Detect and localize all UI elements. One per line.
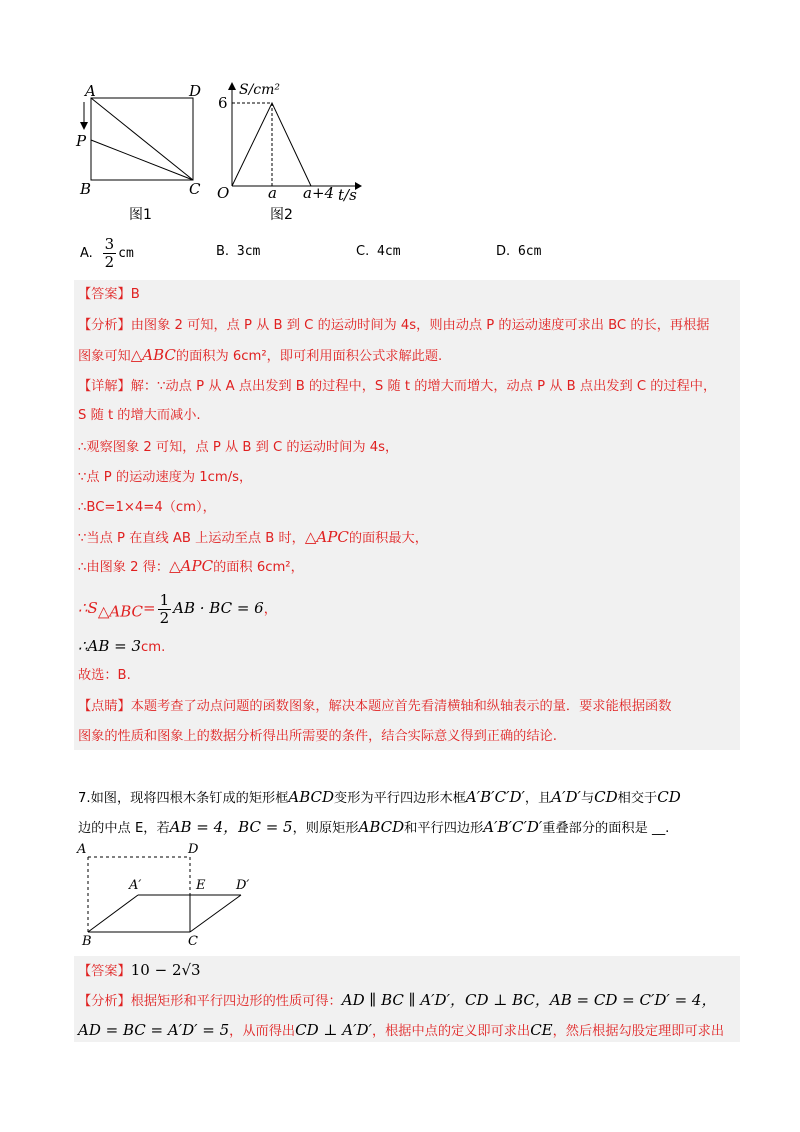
- q7-answer-value: 10 − 2√3: [130, 961, 201, 979]
- detail-line-6: [78, 527, 428, 547]
- option-a: [80, 236, 134, 271]
- q7-ad-prime: A′D′: [551, 788, 581, 806]
- question-7-line-1: [78, 786, 681, 808]
- q7-abcd-2: ABCD: [358, 818, 405, 836]
- question-7-line-2: [78, 816, 669, 838]
- q7-text-1g: 与: [580, 791, 595, 806]
- label-d: D: [189, 82, 202, 100]
- q7-answer-line: [78, 960, 201, 980]
- detail-tag: 【详解】: [78, 379, 131, 394]
- q7-label-d: D: [188, 842, 199, 857]
- comment-text-2: 图象的性质和图象上的数据分析得出所需要的条件，结合实际意义得到正确的结论.: [78, 729, 557, 744]
- label-c: C: [189, 180, 201, 198]
- option-d-letter: D.: [496, 244, 511, 259]
- x-axis-label: t/s: [338, 186, 357, 204]
- q7-text-2e: 和平行四边形: [404, 821, 484, 836]
- figure-2: [215, 80, 365, 225]
- option-b: [216, 244, 260, 259]
- q7-analysis-1a: 根据矩形和平行四边形的性质可得：: [130, 994, 342, 1009]
- analysis-text-2a: 图象可知: [78, 349, 131, 364]
- detail-line-7: [78, 556, 304, 576]
- comment-text-1: 本题考查了动点问题的函数图象，解决本题应首先看清横轴和纵轴表示的量．要求能根据函数: [130, 699, 672, 714]
- q7-text-2g: 重叠部分的面积是: [542, 821, 648, 836]
- comment-tag: 【点睛】: [78, 699, 131, 714]
- analysis-text-2c: 的面积为 6cm²，即可利用面积公式求解此题.: [175, 349, 443, 364]
- q7-label-b: B: [82, 934, 92, 949]
- label-p: P: [76, 132, 87, 150]
- q7-answer-tag: 【答案】: [78, 964, 131, 979]
- q7-analysis-line-1: [78, 990, 716, 1010]
- y-tick-6: 6: [218, 94, 228, 112]
- x-tick-a-plus-4: a+4: [303, 184, 335, 202]
- triangle-apc-2: △APC: [169, 557, 214, 575]
- option-a-unit: cm: [118, 246, 134, 261]
- q7-analysis-1b: AD ∥ BC ∥ A′D′，CD ⊥ BC，AB = CD = C′D′ = 4，: [341, 991, 717, 1009]
- q7-analysis-2f: ，然后根据勾股定理即可求出: [552, 1024, 725, 1039]
- option-a-denominator: 2: [104, 253, 115, 271]
- detail-line-4: [78, 468, 252, 488]
- q7-label-d-prime: D′: [236, 878, 250, 893]
- option-c: [356, 244, 401, 259]
- detail-line-10: [78, 666, 131, 686]
- triangle-apc-1: △APC: [304, 528, 349, 546]
- detail-text-5: ∴BC=1×4=4（cm），: [78, 500, 216, 515]
- detail-line-9: [78, 636, 165, 656]
- option-b-letter: B.: [216, 244, 230, 259]
- q7-parallelogram-2: A′B′C′D′: [483, 818, 543, 836]
- detail-8-numerator: 1: [159, 590, 170, 609]
- detail-text-7a: ∴由图象 2 得：: [78, 560, 170, 575]
- option-c-letter: C.: [356, 244, 370, 259]
- analysis-text-1: 由图象 2 可知，点 P 从 B 到 C 的运动时间为 4s，则由动点 P 的运动速度可求出 BC 的长，再根据: [130, 318, 710, 333]
- detail-text-10: 故选：B.: [78, 668, 131, 683]
- option-c-text: 4cm: [377, 244, 401, 259]
- detail-line-8: [78, 590, 277, 626]
- label-b: B: [80, 180, 92, 198]
- detail-8-s: ∴S: [78, 599, 98, 617]
- y-axis-label: S/cm²: [239, 82, 281, 98]
- figure-q7: [75, 842, 275, 952]
- option-a-letter: A.: [80, 246, 93, 261]
- q7-blank: __.: [651, 821, 670, 836]
- detail-8-denominator: 2: [159, 608, 170, 627]
- answer-value: B: [130, 287, 140, 302]
- detail-8-comma: ，: [263, 602, 277, 617]
- detail-text-4: ∵点 P 的运动速度为 1cm/s，: [78, 470, 253, 485]
- q7-abcd-1: ABCD: [288, 788, 335, 806]
- detail-text-7c: 的面积 6cm²，: [213, 560, 304, 575]
- label-a: A: [85, 82, 96, 100]
- detail-text-6a: ∵当点 P 在直线 AB 上运动至点 B 时，: [78, 531, 305, 546]
- q7-text-1c: 变形为平行四边形木框: [334, 791, 466, 806]
- detail-line-3: [78, 438, 398, 458]
- q7-analysis-2e: CE: [530, 1021, 553, 1039]
- answer-tag: 【答案】: [78, 287, 131, 302]
- analysis-tag: 【分析】: [78, 318, 131, 333]
- detail-9-eq: ∴AB = 3: [78, 637, 142, 655]
- q7-label-a: A: [77, 842, 87, 857]
- q7-label-e: E: [196, 878, 206, 893]
- detail-text-3: ∴观察图象 2 可知，点 P 从 B 到 C 的运动时间为 4s，: [78, 440, 399, 455]
- q7-text-1a: 7.如图，现将四根木条钉成的矩形框: [78, 791, 289, 806]
- q7-cd-2: CD: [657, 788, 681, 806]
- q7-label-a-prime: A′: [129, 878, 142, 893]
- q7-analysis-2b: ，从而得出: [229, 1024, 296, 1039]
- q7-text-2c: ，则原矩形: [292, 821, 359, 836]
- detail-text-1: 解：∵动点 P 从 A 点出发到 B 的过程中，S 随 t 的增大而增大，动点 P 从 B 点出发到 C 的过程中，: [130, 379, 717, 394]
- q7-analysis-2c: CD ⊥ A′D′: [295, 1021, 372, 1039]
- comment-line-2: [78, 727, 557, 747]
- q7-label-c: C: [188, 934, 198, 949]
- detail-8-sub: △ABC: [97, 602, 143, 621]
- q7-analysis-tag: 【分析】: [78, 994, 131, 1009]
- detail-9-unit: cm.: [141, 640, 166, 655]
- detail-line-5: [78, 498, 216, 518]
- x-tick-a: a: [268, 184, 277, 202]
- detail-text-6c: 的面积最大，: [348, 531, 428, 546]
- q7-cd-1: CD: [594, 788, 618, 806]
- q7-text-1i: 相交于: [617, 791, 658, 806]
- figure-1-caption: 图1: [129, 207, 152, 223]
- option-a-fraction: [103, 236, 117, 271]
- detail-text-2: S 随 t 的增大而减小.: [78, 408, 201, 423]
- triangle-abc: △ABC: [130, 346, 176, 364]
- q7-analysis-2a: AD = BC = A′D′ = 5: [78, 1021, 230, 1039]
- q7-analysis-2d: ，根据中点的定义即可求出: [371, 1024, 531, 1039]
- detail-line-1: [78, 377, 716, 397]
- figure-1: [75, 82, 215, 222]
- detail-line-2: [78, 406, 201, 426]
- q7-given: AB = 4，BC = 5: [169, 818, 293, 836]
- option-d-text: 6cm: [517, 244, 542, 259]
- option-b-text: 3cm: [236, 244, 261, 259]
- q7-parallelogram-1: A′B′C′D′: [465, 788, 525, 806]
- option-a-numerator: 3: [104, 235, 115, 253]
- answer-line: [78, 285, 140, 305]
- q7-analysis-line-2: [78, 1020, 724, 1040]
- q7-text-1e: ，且: [524, 791, 552, 806]
- origin-label: O: [217, 184, 230, 202]
- analysis-line-2: [78, 345, 442, 365]
- comment-line-1: [78, 697, 671, 717]
- detail-8-equals: =: [142, 599, 156, 617]
- analysis-line-1: [78, 316, 709, 336]
- detail-8-fraction: [158, 592, 172, 627]
- option-d: [496, 244, 541, 259]
- figure-2-caption: 图2: [270, 207, 293, 223]
- q7-text-2a: 边的中点 E，若: [78, 821, 170, 836]
- figure-q7-diagram: [75, 842, 275, 952]
- detail-8-product: AB · BC = 6: [173, 599, 264, 617]
- figure-2-graph: [215, 80, 365, 200]
